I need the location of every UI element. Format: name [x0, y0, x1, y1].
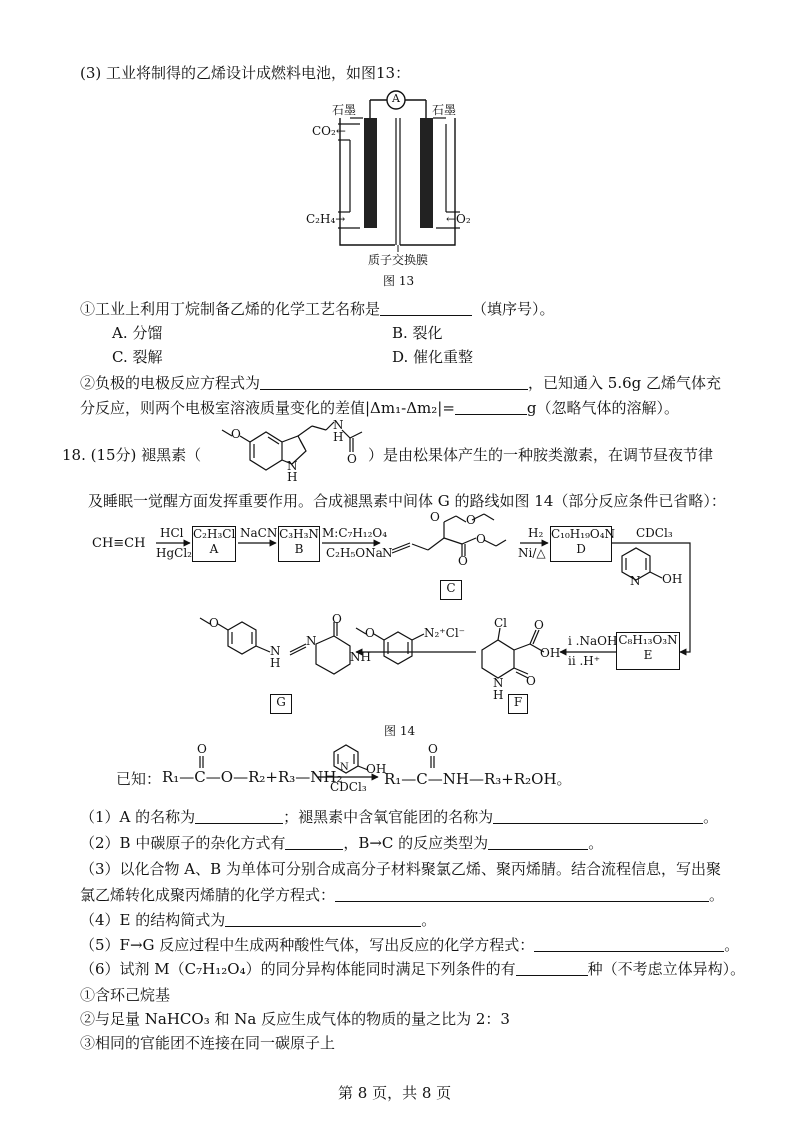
f-o2: O	[526, 674, 536, 688]
melatonin-indole-h: H	[287, 470, 298, 484]
o2-label: ←O₂	[446, 212, 471, 226]
g-methoxy-o: O	[209, 616, 219, 630]
q-1-post: 。	[703, 808, 719, 826]
q1-tail: （填序号）。	[472, 300, 555, 318]
condition-3: ③相同的官能团不连接在同一碳原子上	[80, 1034, 336, 1052]
left-electrode-label: 石墨	[332, 103, 357, 117]
pyridinol-n: N	[630, 574, 641, 588]
q-3-pre: 氯乙烯转化成聚丙烯腈的化学方程式：	[80, 886, 336, 904]
q-2-post: 。	[588, 834, 604, 852]
condition-2: ②与足量 NaHCO₃ 和 Na 反应生成气体的物质的量之比为 2：3	[80, 1010, 510, 1028]
option-b: B. 裂化	[392, 324, 443, 342]
compound-b-label: B	[294, 542, 304, 556]
figure-14-caption: 图 14	[384, 724, 416, 738]
q18-intro-tail: ）是由松果体产生的一种胺类激素，在调节昼夜节律	[368, 446, 714, 464]
q-4-post: 。	[421, 911, 437, 929]
compound-g-label-box: G	[270, 694, 292, 714]
melatonin-amide-n: N	[333, 418, 344, 432]
q-2-mid: ，B→C 的反应类型为	[343, 834, 489, 852]
compound-b-formula: C₃H₃N	[279, 527, 319, 541]
f-oh: OH	[540, 646, 561, 660]
q-2-blank-b[interactable]	[488, 835, 588, 850]
known-label: 已知：	[116, 770, 162, 788]
question-2	[80, 832, 603, 853]
q18-number: 18. (15分) 褪黑素（	[62, 446, 202, 464]
option-c: C. 裂解	[112, 348, 163, 366]
r3-bottom: C₂H₅ONa	[326, 546, 383, 560]
question-5	[80, 934, 739, 955]
question-3-line1: （3）以化合物 A、B 为单体可分别合成高分子材料聚氯乙烯、聚丙烯腈。结合流程信息，写出聚	[80, 860, 721, 878]
f-nh-n: N	[493, 676, 504, 690]
q-5-blank[interactable]	[534, 937, 724, 952]
r6-bottom: ii .H⁺	[568, 654, 601, 668]
q2-stem: ②负极的电极反应方程式为	[80, 374, 261, 392]
r1-top: HCl	[160, 526, 184, 540]
f-cl: Cl	[494, 616, 508, 630]
option-d: D. 催化重整	[392, 348, 474, 366]
question-4	[80, 909, 436, 930]
q-6-blank[interactable]	[516, 961, 588, 976]
page-footer: 第 8 页，共 8 页	[338, 1084, 452, 1102]
q-5-post: 。	[724, 936, 740, 954]
question-3-line2	[80, 884, 724, 905]
melatonin-carbonyl-o: O	[347, 452, 357, 466]
g-hydrazone-n: N	[270, 644, 281, 658]
compound-f-label-box: F	[508, 694, 528, 714]
right-electrode-label: 石墨	[432, 103, 457, 117]
r4-top: H₂	[528, 526, 544, 540]
q-1-blank-a[interactable]	[195, 809, 283, 824]
pyridinol-oh: OH	[662, 572, 683, 586]
compound-a-formula: C₂H₃Cl	[193, 527, 236, 541]
option-a: A. 分馏	[112, 324, 163, 342]
question-6	[80, 958, 745, 979]
compound-d-formula: C₁₀H₁₉O₄N	[551, 527, 616, 541]
known-condition-oh: OH	[366, 762, 387, 776]
diazonium-label: N₂⁺Cl⁻	[424, 626, 465, 640]
question-1	[80, 806, 718, 827]
known-carbonyl-o-right: O	[428, 742, 438, 756]
q-4-pre: （4）E 的结构简式为	[80, 911, 226, 929]
known-condition-bottom: CDCl₃	[330, 780, 367, 794]
meter-label: A	[392, 92, 400, 105]
q-5-pre: （5）F→G 反应过程中生成两种酸性气体，写出反应的化学方程式：	[80, 936, 535, 954]
known-condition-n: N	[340, 762, 349, 773]
q-2-blank-a[interactable]	[285, 835, 343, 850]
q-4-blank[interactable]	[225, 912, 421, 927]
known-carbonyl-o-left: O	[197, 742, 207, 756]
melatonin-methoxy-o: O	[231, 427, 241, 441]
f-o1: O	[534, 618, 544, 632]
compound-d-label: D	[576, 542, 586, 556]
c-o3: O	[458, 554, 468, 568]
melatonin-indole-n: N	[287, 459, 298, 473]
g-imine-n: N	[306, 634, 317, 648]
membrane-label: 质子交换膜	[368, 253, 429, 267]
q2-mid: ，已知通入 5.6g 乙烯气体充	[528, 374, 722, 392]
r2-top: NaCN	[240, 526, 278, 540]
melatonin-amide-h: H	[333, 430, 344, 444]
c-o4: O	[476, 532, 486, 546]
q1-stem: ①工业上利用丁烷制备乙烯的化学工艺名称是	[80, 300, 381, 318]
q-1-mid: ；褪黑素中含氧官能团的名称为	[283, 808, 494, 826]
compound-a-label: A	[209, 542, 219, 556]
compound-e-formula: C₈H₁₃O₃N	[618, 633, 678, 647]
q2-tail: g（忽略气体的溶解）。	[526, 399, 679, 417]
g-hydrazone-h: H	[270, 656, 281, 670]
known-right: R₁—C—NH—R₃+R₂OH。	[384, 770, 572, 788]
known-left: R₁—C—O—R₂+R₃—NH₂	[162, 768, 343, 786]
r6-top: i .NaOH	[568, 634, 618, 648]
r1-bottom: HgCl₂	[156, 546, 192, 560]
c-o1: O	[430, 510, 440, 524]
q-6-pre: （6）试剂 M（C₇H₁₂O₄）的同分异构体能同时满足下列条件的有	[80, 960, 516, 978]
condition-1: ①含环己烷基	[80, 986, 171, 1004]
q-2-pre: （2）B 中碳原子的杂化方式有	[80, 834, 286, 852]
compound-c-label-box: C	[440, 580, 462, 600]
g-lactam-nh: NH	[350, 650, 371, 664]
diazonium-o: O	[365, 626, 375, 640]
r4-bottom: Ni/△	[518, 546, 546, 560]
f-nh-h: H	[493, 688, 504, 702]
q18-line2: 及睡眠一觉醒方面发挥重要作用。合成褪黑素中间体 G 的路线如图 14（部分反应条件已省略）：	[88, 492, 726, 510]
r5-top: CDCl₃	[636, 526, 673, 540]
part3-intro: (3) 工业将制得的乙烯设计成燃料电池，如图13：	[80, 64, 411, 82]
g-carbonyl-o: O	[332, 612, 342, 626]
co2-label: CO₂←	[312, 124, 346, 138]
q-3-blank[interactable]	[335, 887, 709, 902]
q2-stem-2: 分反应，则两个电极室溶液质量变化的差值|Δm₁-Δm₂|=	[80, 399, 455, 417]
compound-e-label: E	[643, 648, 653, 662]
c-o2: O	[466, 513, 476, 527]
c2h4-label: C₂H₄→	[306, 212, 346, 226]
q-6-post: 种（不考虑立体异构）。	[587, 960, 746, 978]
r3-top: M:C₇H₁₂O₄	[322, 526, 388, 540]
start-material: CH≡CH	[92, 536, 146, 551]
q-1-pre: （1）A 的名称为	[80, 808, 196, 826]
q-3-post: 。	[709, 886, 725, 904]
q-1-blank-b[interactable]	[493, 809, 703, 824]
figure-13-caption: 图 13	[383, 274, 415, 288]
c-nitrile-n: N	[382, 546, 393, 560]
